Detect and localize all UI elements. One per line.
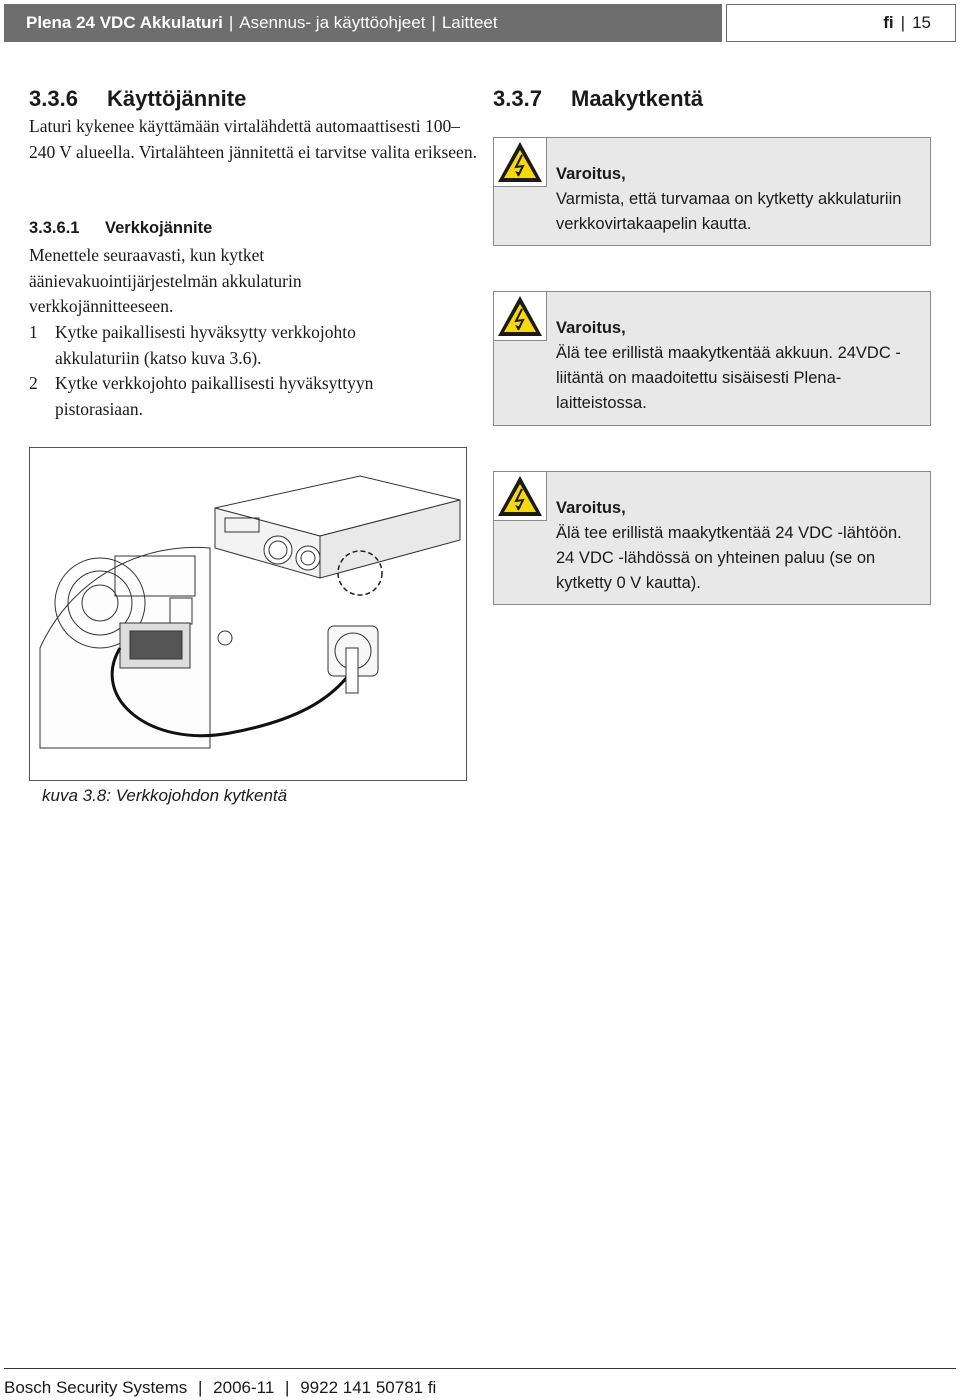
subsection-title: Verkkojännite bbox=[105, 219, 213, 237]
warning-title: Varoitus, bbox=[556, 499, 626, 517]
step-text: Kytke verkkojohto paikallisesti hyväksyttyyn pistorasiaan. bbox=[55, 373, 374, 419]
section-title: Maakytkentä bbox=[571, 86, 704, 111]
warning-box bbox=[493, 291, 931, 426]
page-number: 15 bbox=[912, 13, 931, 32]
header-separator: | bbox=[431, 13, 436, 32]
figure-mains-cable-connection bbox=[29, 447, 467, 781]
running-footer bbox=[4, 1378, 436, 1398]
paragraph-mains-voltage: Menettele seuraavasti, kun kytket äänievakuointijärjestelmän akkulaturin verkkojännitteeseen. bbox=[29, 245, 302, 316]
header-separator: | bbox=[228, 13, 234, 32]
warning-box bbox=[493, 471, 931, 605]
charger-unit bbox=[215, 476, 460, 578]
high-voltage-warning-icon bbox=[494, 292, 547, 341]
section-title: Käyttöjännite bbox=[107, 86, 247, 111]
paragraph-operating-voltage: Laturi kykenee käyttämään virtalähdettä automaattisesti 100–240 V alueella. Virtalähteen jännitettä ei tarvitse valita erikseen. bbox=[29, 116, 477, 162]
warning-body: Älä tee erillistä maakytkentää 24 VDC -lähtöön. 24 VDC -lähdössä on yhteinen paluu (se on kytketty 0 V kautta). bbox=[556, 524, 902, 592]
footer-doc-number: 9922 141 50781 fi bbox=[300, 1378, 437, 1397]
section-heading-337 bbox=[493, 86, 703, 112]
charger-illustration bbox=[30, 448, 466, 779]
subsection-number: 3.3.6.1 bbox=[29, 219, 80, 237]
footer-separator: | bbox=[285, 1378, 290, 1397]
footer-date: 2006-11 bbox=[213, 1378, 275, 1397]
list-item bbox=[29, 371, 429, 422]
subsection-heading-3361 bbox=[29, 219, 212, 238]
page-number-box bbox=[726, 4, 956, 42]
steps-list bbox=[29, 320, 429, 422]
header-product: Plena 24 VDC Akkulaturi bbox=[26, 13, 223, 32]
section-number: 3.3.6 bbox=[29, 86, 78, 111]
step-text: Kytke paikallisesti hyväksytty verkkojohto akkulaturiin (katso kuva 3.6). bbox=[55, 322, 356, 368]
running-header bbox=[4, 4, 722, 42]
header-lang: fi bbox=[883, 13, 894, 32]
figure-caption: kuva 3.8: Verkkojohdon kytkentä bbox=[42, 786, 288, 805]
header-separator: | bbox=[900, 13, 906, 32]
high-voltage-warning-icon bbox=[494, 138, 547, 187]
warning-body: Älä tee erillistä maakytkentää akkuun. 24VDC -liitäntä on maadoitettu sisäisesti Plena-laitteistossa. bbox=[556, 344, 901, 412]
step-number: 1 bbox=[29, 322, 38, 342]
wall-socket bbox=[328, 626, 378, 693]
section-number: 3.3.7 bbox=[493, 86, 542, 111]
header-doc-type: Asennus- ja käyttöohjeet bbox=[239, 13, 426, 32]
warning-title: Varoitus, bbox=[556, 165, 626, 183]
section-heading-336 bbox=[29, 86, 246, 112]
step-number: 2 bbox=[29, 373, 38, 393]
warning-box bbox=[493, 137, 931, 246]
warning-body: Varmista, että turvamaa on kytketty akkulaturiin verkkovirtakaapelin kautta. bbox=[556, 190, 902, 233]
high-voltage-warning-icon bbox=[494, 472, 547, 521]
footer-separator: | bbox=[198, 1378, 203, 1397]
warning-title: Varoitus, bbox=[556, 319, 626, 337]
footer-rule bbox=[4, 1368, 956, 1369]
footer-company: Bosch Security Systems bbox=[4, 1378, 188, 1397]
header-section: Laitteet bbox=[441, 13, 498, 32]
list-item bbox=[29, 320, 429, 371]
